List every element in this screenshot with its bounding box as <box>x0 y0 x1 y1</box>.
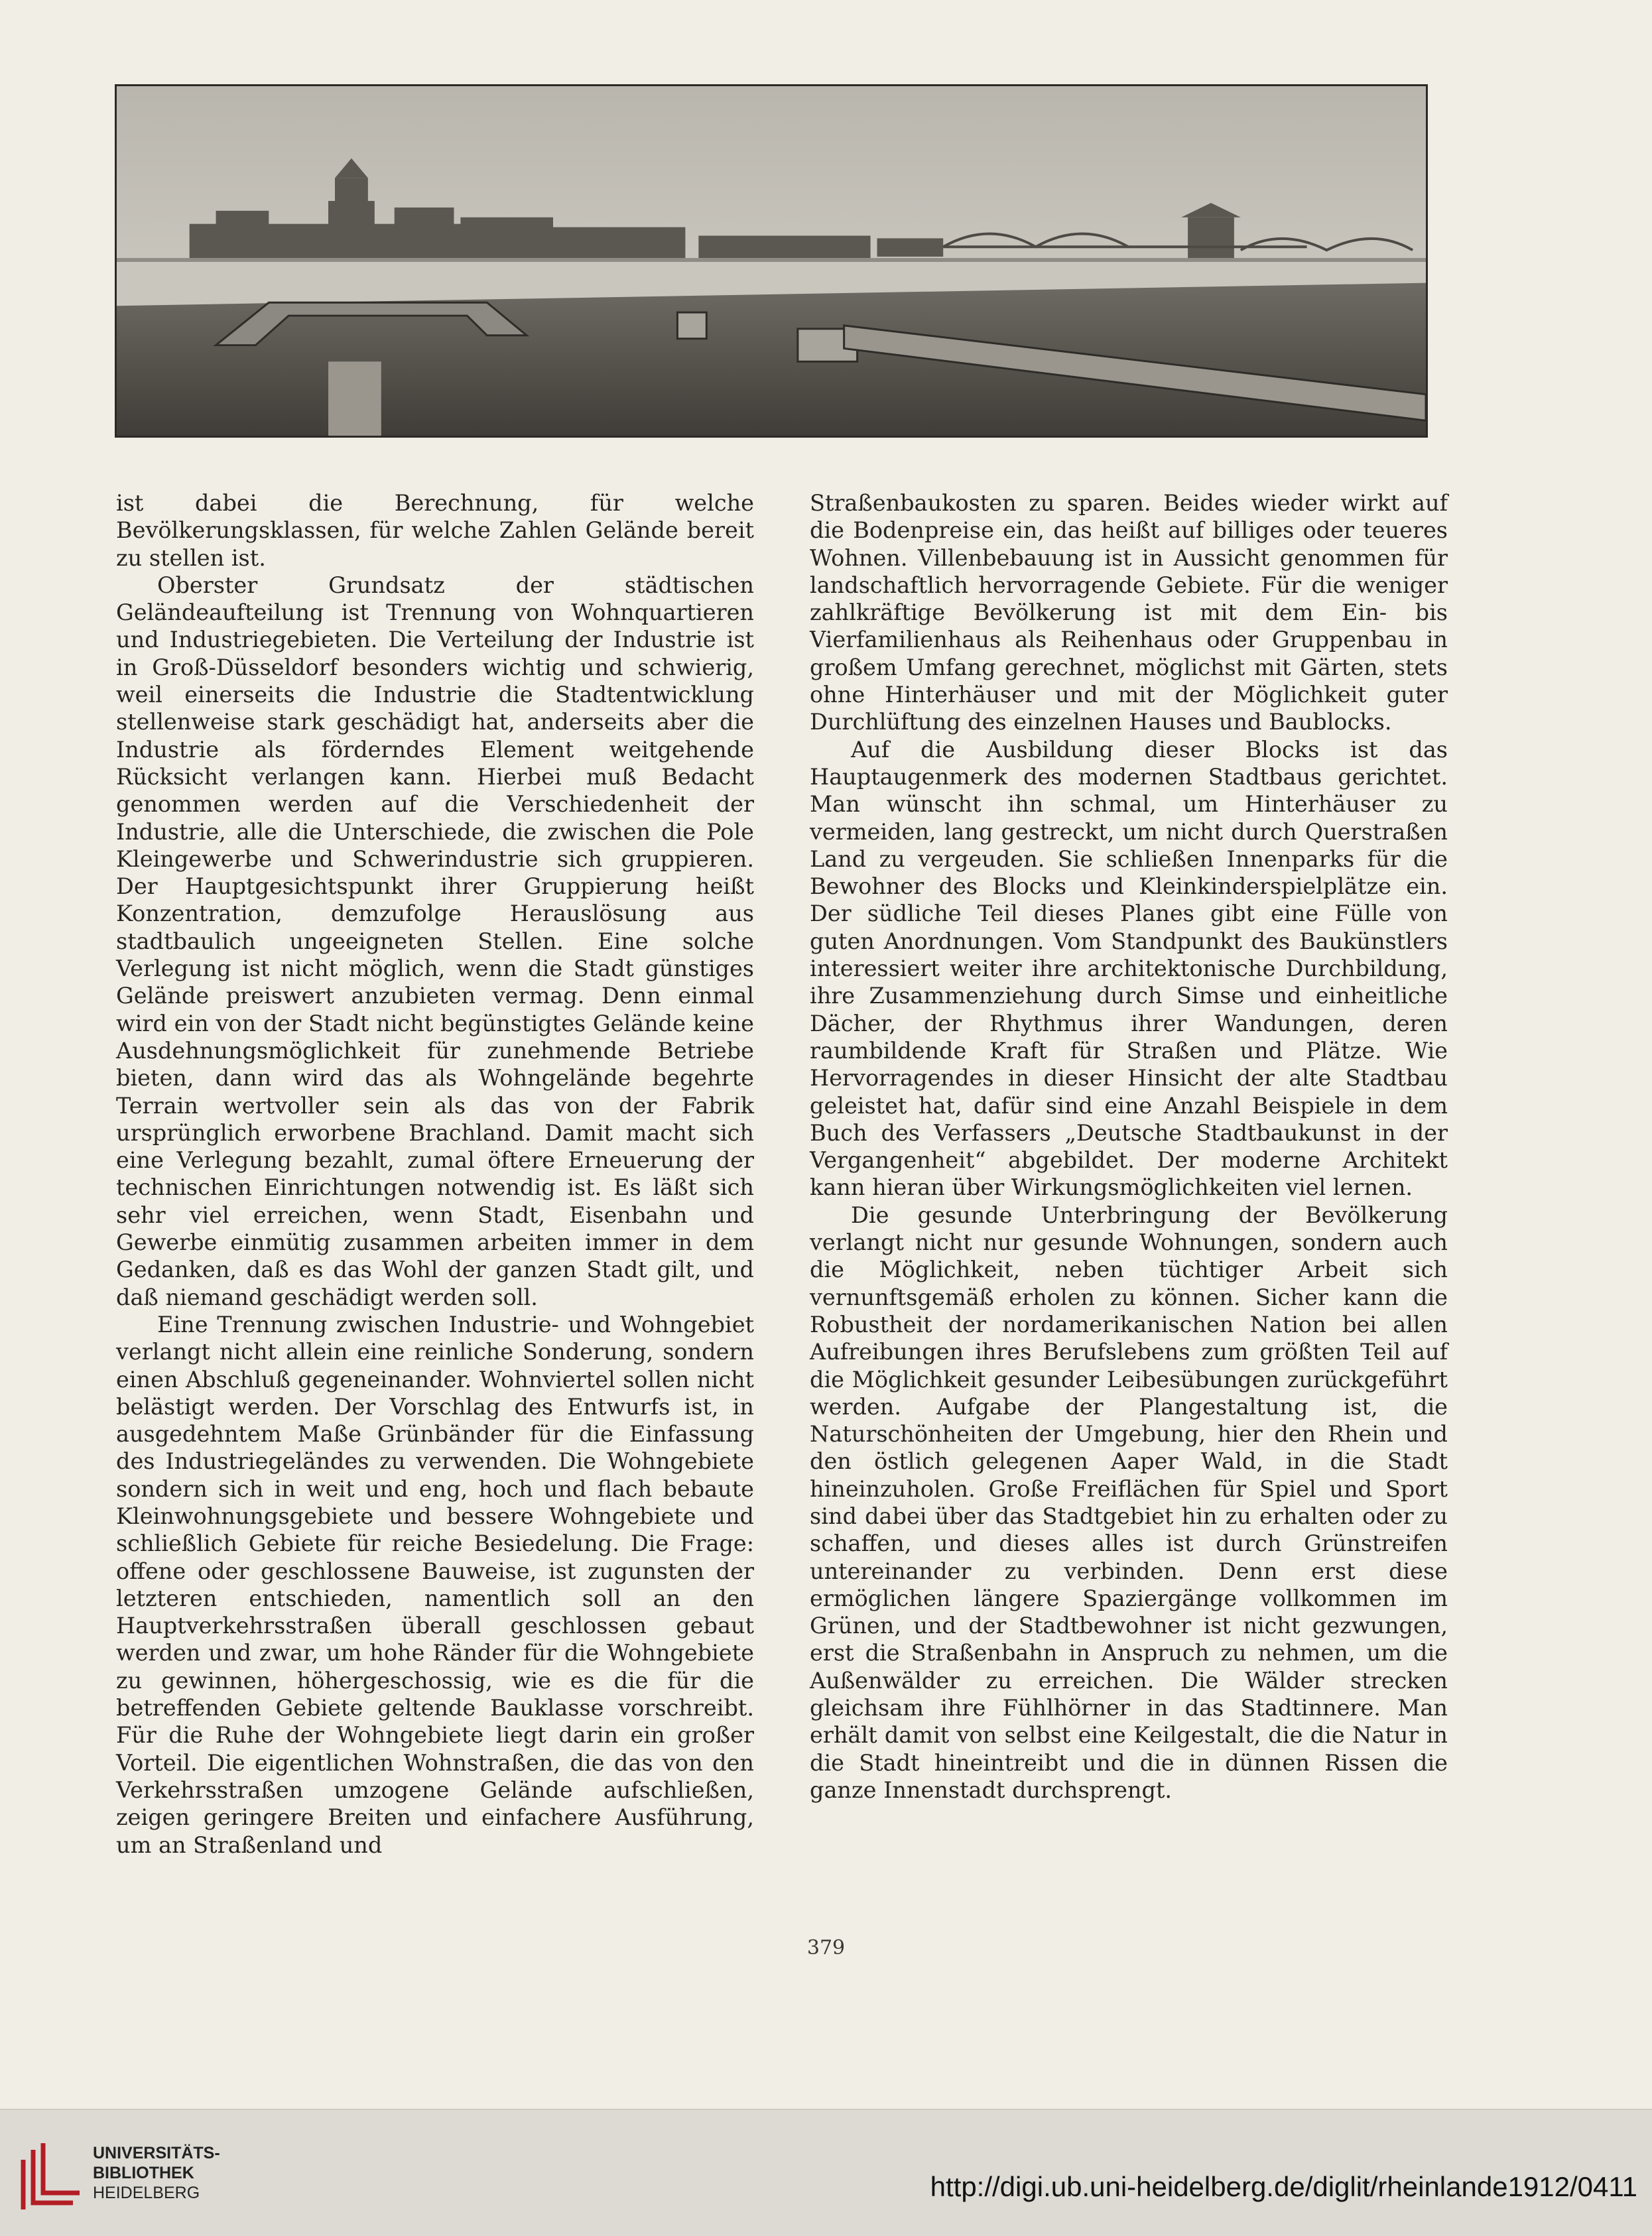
paragraph: Eine Trennung zwischen Industrie- und Wohngebiet verlangt nicht allein eine reinliche Sonderung, sondern einen Abschluß gegeneinander. Wohnviertel sollen nicht belästigt werden. Der Vorschlag des Entwurfs ist, in ausgedehntem Maße Grünbänder für die Einfassung des Industriegeländes zu verwenden. Die Wohngebiete sondern sich in weit und eng, hoch und flach bebaute Kleinwohnungsgebiete und bessere Wohngebiete und schließlich Gebiete für reiche Besiedelung. Die Frage: offene oder geschlossene Bauweise, ist zugunsten der letzteren entschieden, namentlich soll an den Hauptverkehrsstraßen überall geschlossen gebaut werden und zwar, um hohe Ränder für die Wohngebiete zu gewinnen, höhergeschossig, wie es die für die betreffenden Gebiete geltende Bauklasse vorschreibt. Für die Ruhe der Wohngebiete liegt darin ein großer Vorteil. Die eigentlichen Wohnstraßen, die das von den Verkehrsstraßen umzogene Gelände aufschließen, zeigen geringere Breiten und einfachere Ausführung, um an Straßenland und <box>116 1311 754 1858</box>
institution-name: UNIVERSITÄTS- BIBLIOTHEK HEIDELBERG <box>93 2144 220 2202</box>
permalink-url[interactable]: http://digi.ub.uni-heidelberg.de/diglit/rheinlande1912/0411 <box>930 2171 1637 2202</box>
panorama-illustration <box>117 86 1426 436</box>
text-column-right <box>810 489 1448 1804</box>
river-panorama-photo <box>115 84 1428 438</box>
page-number: 379 <box>806 1936 846 1959</box>
paragraph: Straßenbaukosten zu sparen. Beides wieder wirkt auf die Bodenpreise ein, das heißt auf billiges oder teueres Wohnen. Villenbebauung ist in Aussicht genommen für landschaftlich hervorragende Gebiete. Für die weniger zahlkräftige Bevölkerung ist mit dem Ein- bis Vierfamilienhaus als Reihenhaus oder Gruppenbau in großem Umfang gerechnet, möglichst mit Gärten, stets ohne Hinterhäuser und mit der Möglichkeit guter Durchlüftung des einzelnen Hauses und Baublocks. <box>810 490 1448 735</box>
text-column-left <box>116 489 754 1859</box>
paragraph: Die gesunde Unterbringung der Bevölkerung verlangt nicht nur gesunde Wohnungen, sondern auch die Möglichkeit, neben tüchtiger Arbeit sich vernunftsgemäß erholen zu können. Sicher kann die Robustheit der nordamerikanischen Nation bei allen Aufreibungen ihres Berufslebens zum größten Teil auf die Möglichkeit gesunder Leibesübungen zurückgeführt werden. Aufgabe der Plangestaltung ist, die Naturschönheiten der Umgebung, hier den Rhein und den östlich gelegenen Aaper Wald, in die Stadt hineinzuholen. Große Freiflächen für Spiel und Sport sind dabei über das Stadtgebiet hin zu erhalten oder zu schaffen, und dieses alles ist durch Grünstreifen untereinander zu verbinden. Denn erst diese ermöglichen längere Spaziergänge vollkommen im Grünen, und der Stadtbewohner ist nicht gezwungen, erst die Straßenbahn in Anspruch zu nehmen, um die Außenwälder zu erreichen. Die Wälder strecken gleichsam ihre Fühlhörner in das Stadtinnere. Man erhält damit von selbst eine Keilgestalt, die die Natur in die Stadt hineintreibt und die in dünnen Rissen die ganze Innenstadt durchsprengt. <box>810 1202 1448 1803</box>
paragraph: Oberster Grundsatz der städtischen Geländeaufteilung ist Trennung von Wohnquartieren und Industriegebieten. Die Verteilung der Industrie ist in Groß-Düsseldorf besonders wichtig und schwierig, weil einerseits die Industrie die Stadtentwicklung stellenweise stark geschädigt hat, anderseits aber die Industrie als förderndes Element weitgehende Rücksicht verlangen kann. Hierbei muß Bedacht genommen werden auf die Verschiedenheit der Industrie, alle die Unterschiede, die zwischen die Pole Kleingewerbe und Schwerindustrie sich gruppieren. Der Hauptgesichtspunkt ihrer Gruppierung heißt Konzentration, demzufolge Herauslösung aus stadtbaulich ungeeigneten Stellen. Eine solche Verlegung ist nicht möglich, wenn die Stadt günstiges Gelände preiswert anzubieten vermag. Denn einmal wird ein von der Stadt nicht begünstigtes Gelände keine Ausdehnungsmöglichkeit für zunehmende Betriebe bieten, dann wird das als Wohngelände begehrte Terrain wertvoller sein als das von der Fabrik ursprünglich erworbene Brachland. Damit macht sich eine Verlegung bezahlt, zumal öftere Erneuerung der technischen Einrichtungen notwendig ist. Es läßt sich sehr viel erreichen, wenn Stadt, Eisenbahn und Gewerbe einmütig zusammen arbeiten immer in dem Gedanken, daß es das Wohl der ganzen Stadt gilt, und daß niemand geschädigt werden soll. <box>116 572 754 1310</box>
paragraph: Auf die Ausbildung dieser Blocks ist das Hauptaugenmerk des modernen Stadtbaus gerichtet. Man wünscht ihn schmal, um Hinterhäuser zu vermeiden, lang gestreckt, um nicht durch Querstraßen Land zu vergeuden. Sie schließen Innenparks für die Bewohner des Blocks und Kleinkinderspielplätze ein. Der südliche Teil dieses Planes gibt eine Fülle von guten Anordnungen. Vom Standpunkt des Baukünstlers interessiert weiter ihre architektonische Durchbildung, ihre Zusammenziehung durch Simse und einheitliche Dächer, der Rhythmus ihrer Wandungen, deren raumbildende Kraft für Straßen und Plätze. Wie Hervorragendes in dieser Hinsicht der alte Stadtbau geleistet hat, dafür sind eine Anzahl Beispiele in dem Buch des Verfassers „Deutsche Stadtbaukunst in der Vergangenheit“ abgebildet. Der moderne Architekt kann hieran über Wirkungsmöglichkeiten viel lernen. <box>810 736 1448 1201</box>
paragraph: ist dabei die Berechnung, für welche Bevölkerungsklassen, für welche Zahlen Gelände bereit zu stellen ist. <box>116 490 754 571</box>
university-library-logo-icon <box>20 2137 86 2213</box>
library-footer <box>0 2109 1652 2236</box>
